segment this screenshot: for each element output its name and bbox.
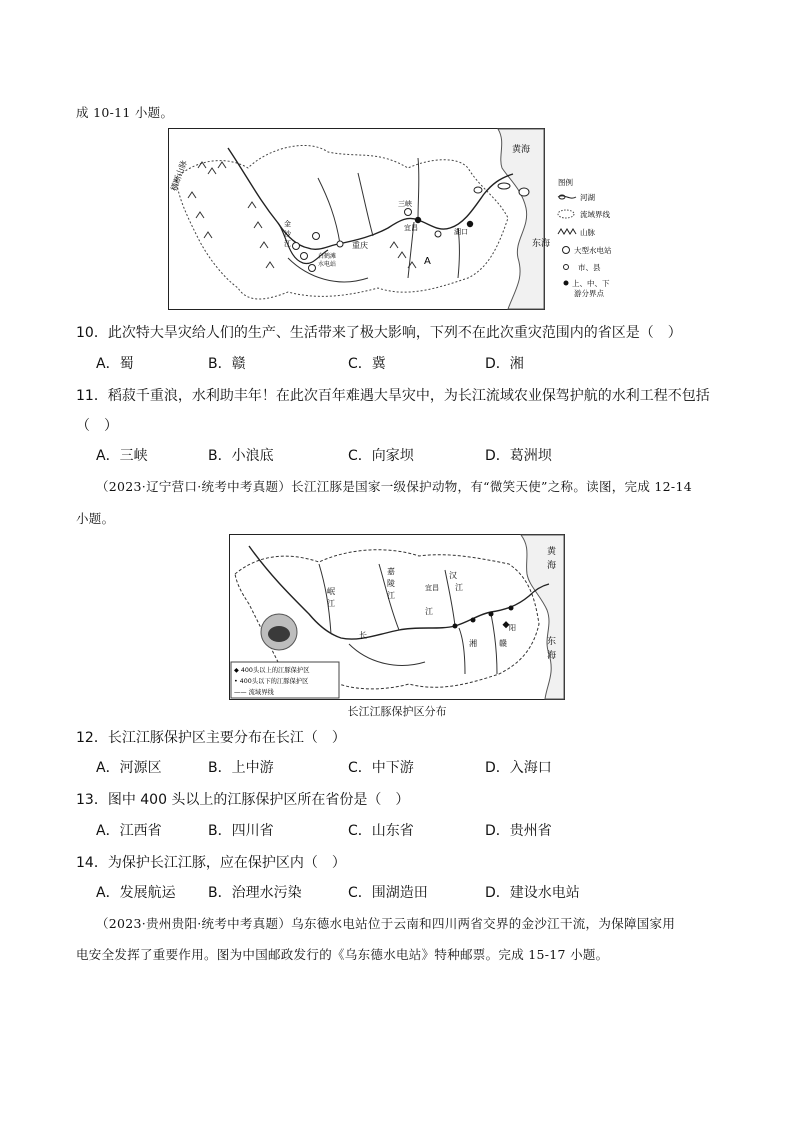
svg-text:江: 江 [327, 599, 335, 608]
label-shuidianzhan: 水电站 [318, 261, 337, 268]
svg-text:长: 长 [359, 631, 367, 640]
q14-option-b[interactable]: B．治理水污染 [208, 885, 302, 901]
map2-caption: 长江江豚保护区分布 [347, 705, 447, 718]
q12-option-b[interactable]: B．上中游 [208, 760, 274, 776]
svg-text:—— 流域界线: —— 流域界线 [234, 689, 274, 696]
svg-text:江: 江 [387, 591, 395, 600]
q14-option-d[interactable]: D．建设水电站 [485, 885, 580, 901]
q13-option-d[interactable]: D．贵州省 [485, 823, 552, 839]
q13-stem: 13．图中 400 头以上的江豚保护区所在省份是（ ） [76, 792, 410, 808]
svg-text:◆ 400头以上的江豚保护区: ◆ 400头以上的江豚保护区 [234, 667, 310, 674]
svg-text:市、县: 市、县 [578, 263, 601, 272]
q13-option-c[interactable]: C．山东省 [348, 823, 414, 839]
q12-option-a[interactable]: A．河源区 [96, 760, 162, 776]
svg-text:江: 江 [425, 607, 433, 616]
q10-option-b[interactable]: B．赣 [208, 356, 246, 372]
label-huanghai: 黄海 [512, 145, 531, 155]
q14-option-c[interactable]: C．围湖造田 [348, 885, 428, 901]
label-jin: 金 [284, 220, 291, 228]
label-sanxia: 三峡 [398, 200, 412, 208]
label-donghai-hai: 海 [547, 651, 557, 661]
svg-text:湘: 湘 [469, 639, 477, 648]
svg-text:嘉: 嘉 [387, 567, 395, 576]
label-chongqing: 重庆 [352, 241, 368, 250]
label-hai: 海 [547, 561, 557, 571]
svg-text:陵: 陵 [387, 579, 395, 588]
svg-text:河湖: 河湖 [580, 193, 595, 202]
q12-option-c[interactable]: C．中下游 [348, 760, 414, 776]
q11-option-a[interactable]: A．三峡 [96, 448, 148, 464]
q11-option-b[interactable]: B．小浪底 [208, 448, 274, 464]
yangtze-map-1-svg [168, 128, 616, 310]
svg-text:江: 江 [455, 583, 463, 592]
label-yichang: 宜昌 [404, 224, 418, 232]
label-area-a: A [424, 256, 431, 267]
svg-text:阳: 阳 [509, 624, 516, 632]
q14-stem: 14．为保护长江江豚，应在保护区内（ ） [76, 855, 346, 871]
label-baihetan: 白鹤滩 [318, 253, 337, 260]
q12-option-d[interactable]: D．入海口 [485, 760, 552, 776]
svg-text:山脉: 山脉 [580, 228, 595, 237]
svg-text:大型水电站: 大型水电站 [574, 246, 612, 255]
map1-legend [558, 177, 612, 298]
label-huang: 黄 [547, 547, 557, 557]
q11-stem-cont: （ ） [76, 418, 118, 434]
yangtze-map-2-svg [229, 534, 565, 700]
label-jiang: 江 [284, 240, 291, 248]
intro-12-14-line2: 小题。 [76, 511, 115, 526]
svg-text:汉: 汉 [449, 571, 457, 580]
intro-12-14-line1: （2023·辽宁营口·统考中考真题）长江江豚是国家一级保护动物，有“微笑天使”之称。读图，完成 12-14 [96, 479, 692, 494]
yangtze-map-2 [229, 534, 565, 700]
q10-option-c[interactable]: C．冀 [348, 356, 386, 372]
q10-stem: 10．此次特大旱灾给人们的生产、生活带来了极大影响，下列不在此次重灾范围内的省区是（ ） [76, 325, 682, 341]
q12-stem: 12．长江江豚保护区主要分布在长江（ ） [76, 730, 346, 746]
svg-text:岷: 岷 [327, 587, 335, 596]
svg-text:赣: 赣 [499, 639, 507, 648]
q11-option-c[interactable]: C．向家坝 [348, 448, 414, 464]
label-hukou: 湖口 [454, 228, 468, 236]
svg-text:上、中、下: 上、中、下 [572, 279, 610, 288]
q10-option-d[interactable]: D．湘 [485, 356, 524, 372]
svg-text:宜昌: 宜昌 [425, 584, 439, 592]
q10-option-a[interactable]: A．蜀 [96, 356, 134, 372]
q13-option-b[interactable]: B．四川省 [208, 823, 274, 839]
svg-text:游分界点: 游分界点 [574, 289, 604, 298]
intro-top: 成 10-11 小题。 [76, 105, 174, 120]
label-hengduan: 横断山脉 [169, 159, 189, 193]
q11-option-d[interactable]: D．葛洲坝 [485, 448, 552, 464]
svg-text:流域界线: 流域界线 [580, 210, 610, 219]
q11-stem: 11．稻菽千重浪，水利助丰年！在此次百年难遇大旱灾中，为长江流域农业保驾护航的水利工程不包括 [76, 388, 710, 404]
svg-text:• 400头以下的江豚保护区: • 400头以下的江豚保护区 [234, 678, 309, 685]
label-donghai: 东海 [532, 239, 551, 249]
q13-option-a[interactable]: A．江西省 [96, 823, 162, 839]
yangtze-map-1 [168, 128, 616, 310]
intro-15-17-line1: （2023·贵州贵阳·统考中考真题）乌东德水电站位于云南和四川两省交界的金沙江干流，为保障国家用 [96, 916, 676, 931]
label-sha: 沙 [284, 230, 291, 238]
label-dong: 东 [547, 637, 557, 647]
svg-text:图例: 图例 [558, 178, 573, 187]
intro-15-17-line2: 电安全发挥了重要作用。图为中国邮政发行的《乌东德水电站》特种邮票。完成 15-17 小题。 [76, 947, 609, 962]
q14-option-a[interactable]: A．发展航运 [96, 885, 176, 901]
